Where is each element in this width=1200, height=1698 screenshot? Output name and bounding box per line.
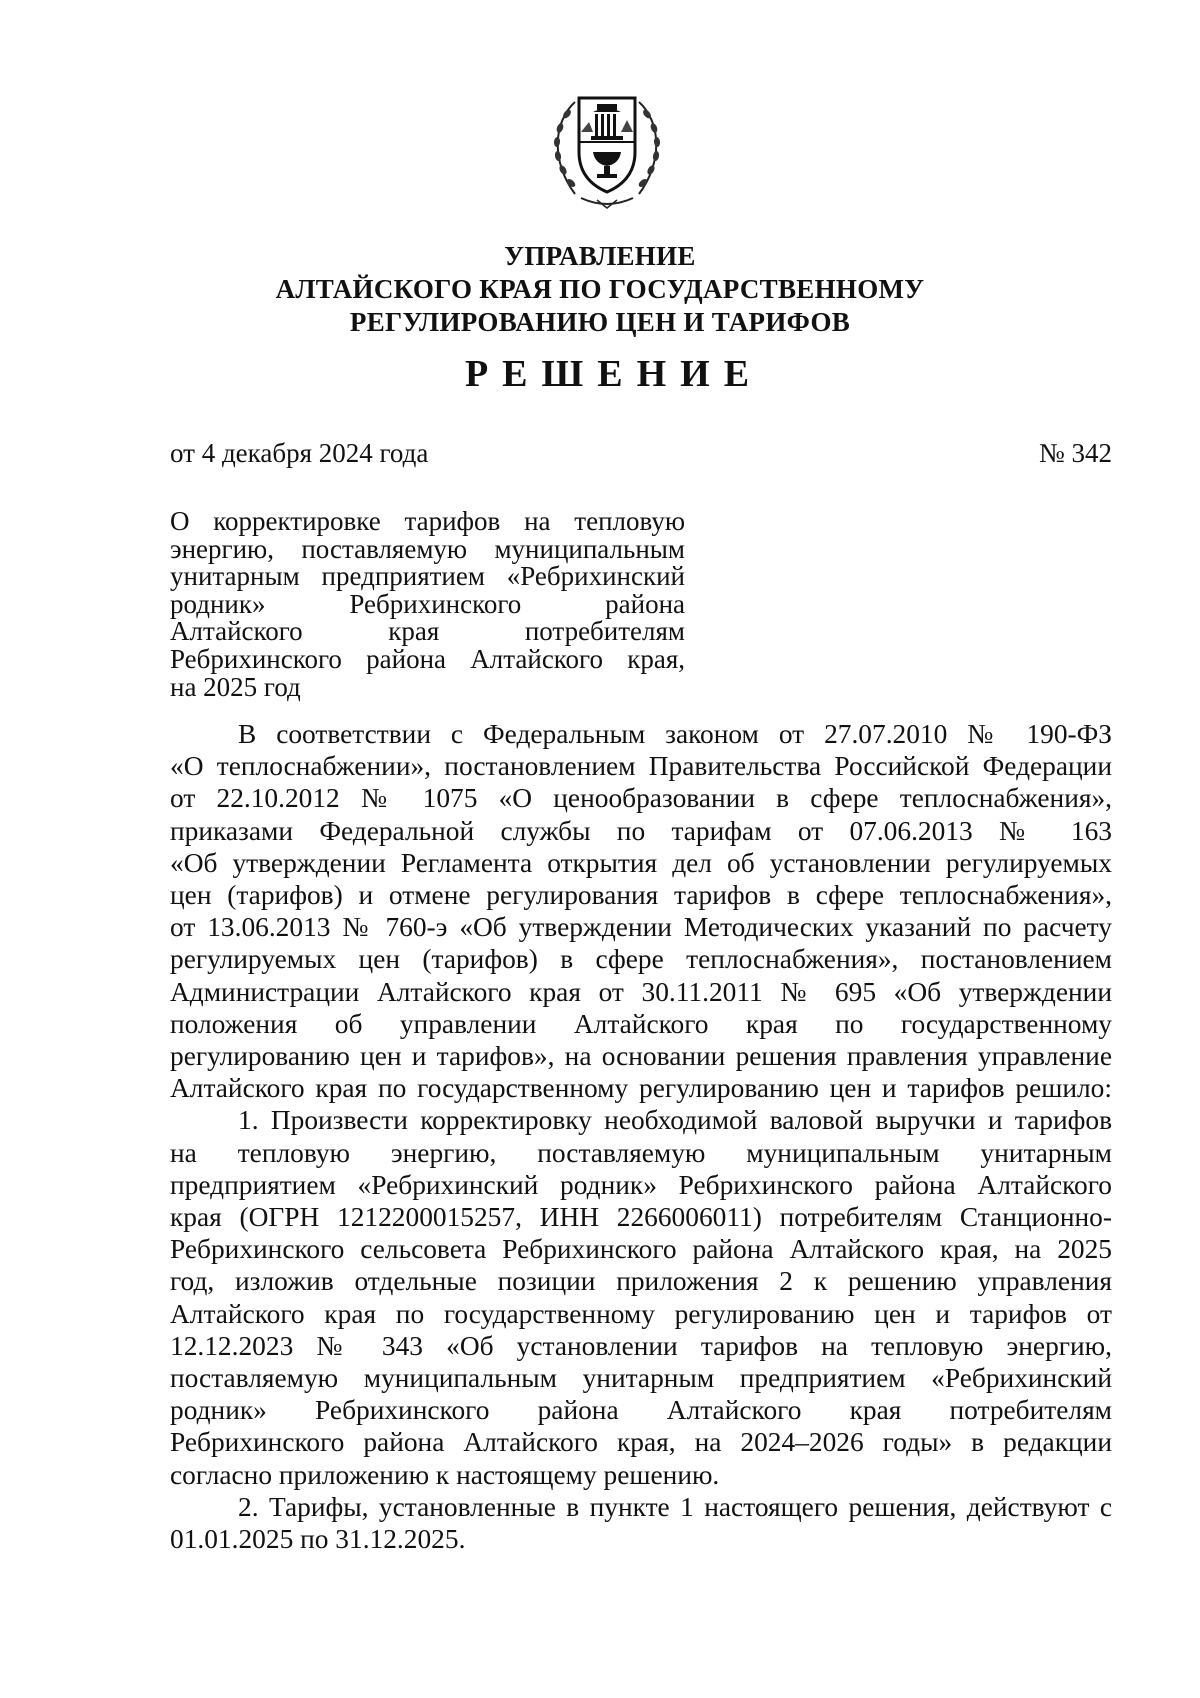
body-line: регулируемых цен (тарифов) в сфере теплоснабжения», постановлением [170,944,1112,975]
org-line-2: АЛТАЙСКОГО КРАЯ ПО ГОСУДАРСТВЕННОМУ [275,274,925,304]
org-line-1: УПРАВЛЕНИЕ [504,241,696,271]
subject-line: на 2025 год [170,671,301,702]
coat-of-arms-emblem [545,82,669,212]
body-line: от 13.06.2013 № 760-э «Об утверждении Методических указаний по расчету [170,912,1112,943]
org-line-3: РЕГУЛИРОВАНИЮ ЦЕН И ТАРИФОВ [349,307,851,337]
body-line: год, изложив отдельные позиции приложения 2 к решению управления [170,1266,1112,1297]
body-line: Администрации Алтайского края от 30.11.2011 № 695 «Об утверждении [170,976,1112,1007]
body-line: Алтайского края по государственному регулированию цен и тарифов от [170,1298,1112,1329]
body-line: 1. Произвести корректировку необходимой валовой выручки и тарифов [238,1105,1112,1136]
document-number: № 342 [1038,438,1112,468]
body-line: родник» Ребрихинского района Алтайского края потребителям [170,1395,1112,1426]
subject-line: энергию, поставляемую муниципальным [170,533,685,564]
document-body [170,718,1112,1555]
organization-header [0,240,1200,339]
document-date: от 4 декабря 2024 года [170,438,429,468]
body-line: согласно приложению к настоящему решению. [170,1459,720,1490]
subject-line: унитарным предприятием «Ребрихинский [170,561,685,592]
body-line: Ребрихинского сельсовета Ребрихинского района Алтайского края, на 2025 [170,1234,1112,1265]
body-line: «Об утверждении Регламента открытия дел об установлении регулируемых [170,847,1112,878]
body-line: цен (тарифов) и отмене регулирования тарифов в сфере теплоснабжения», [170,880,1112,911]
body-line: регулированию цен и тарифов», на основании решения правления управление [170,1041,1112,1072]
body-line: 12.12.2023 № 343 «Об установлении тарифов на тепловую энергию, [170,1330,1112,1361]
body-line: предприятием «Ребрихинский родник» Ребрихинского района Алтайского [170,1169,1112,1200]
body-line: Алтайского края по государственному регулированию цен и тарифов решило: [170,1073,1112,1104]
body-line: «О теплоснабжении», постановлением Правительства Российской Федерации [170,751,1112,782]
body-line: Ребрихинского района Алтайского края, на 2024–2026 годы» в редакции [170,1427,1112,1458]
body-line: положения об управлении Алтайского края по государственному [170,1008,1112,1039]
body-line: от 22.10.2012 № 1075 «О ценообразовании в сфере теплоснабжения», [170,783,1112,814]
body-line: края (ОГРН 1212200015257, ИНН 2266006011) потребителям Станционно- [170,1202,1112,1233]
body-line: 2. Тарифы, установленные в пункте 1 настоящего решения, действуют с [238,1491,1112,1522]
body-line: 01.01.2025 по 31.12.2025. [170,1524,466,1555]
subject-line: О корректировке тарифов на тепловую [170,506,685,536]
document-subject [170,508,685,701]
subject-line: Ребрихинского района Алтайского края, [170,643,685,674]
body-line: В соответствии с Федеральным законом от 27.07.2010 № 190-ФЗ [238,719,1112,749]
body-line: на тепловую энергию, поставляемую муниципальным унитарным [170,1137,1112,1168]
document-type-title: РЕШЕНИЕ [464,353,764,395]
subject-line: родник» Ребрихинского района [170,588,685,619]
body-line: поставляемую муниципальным унитарным предприятием «Ребрихинский [170,1363,1112,1394]
subject-line: Алтайского края потребителям [170,616,685,647]
body-line: приказами Федеральной службы по тарифам от 07.06.2013 № 163 [170,815,1112,846]
